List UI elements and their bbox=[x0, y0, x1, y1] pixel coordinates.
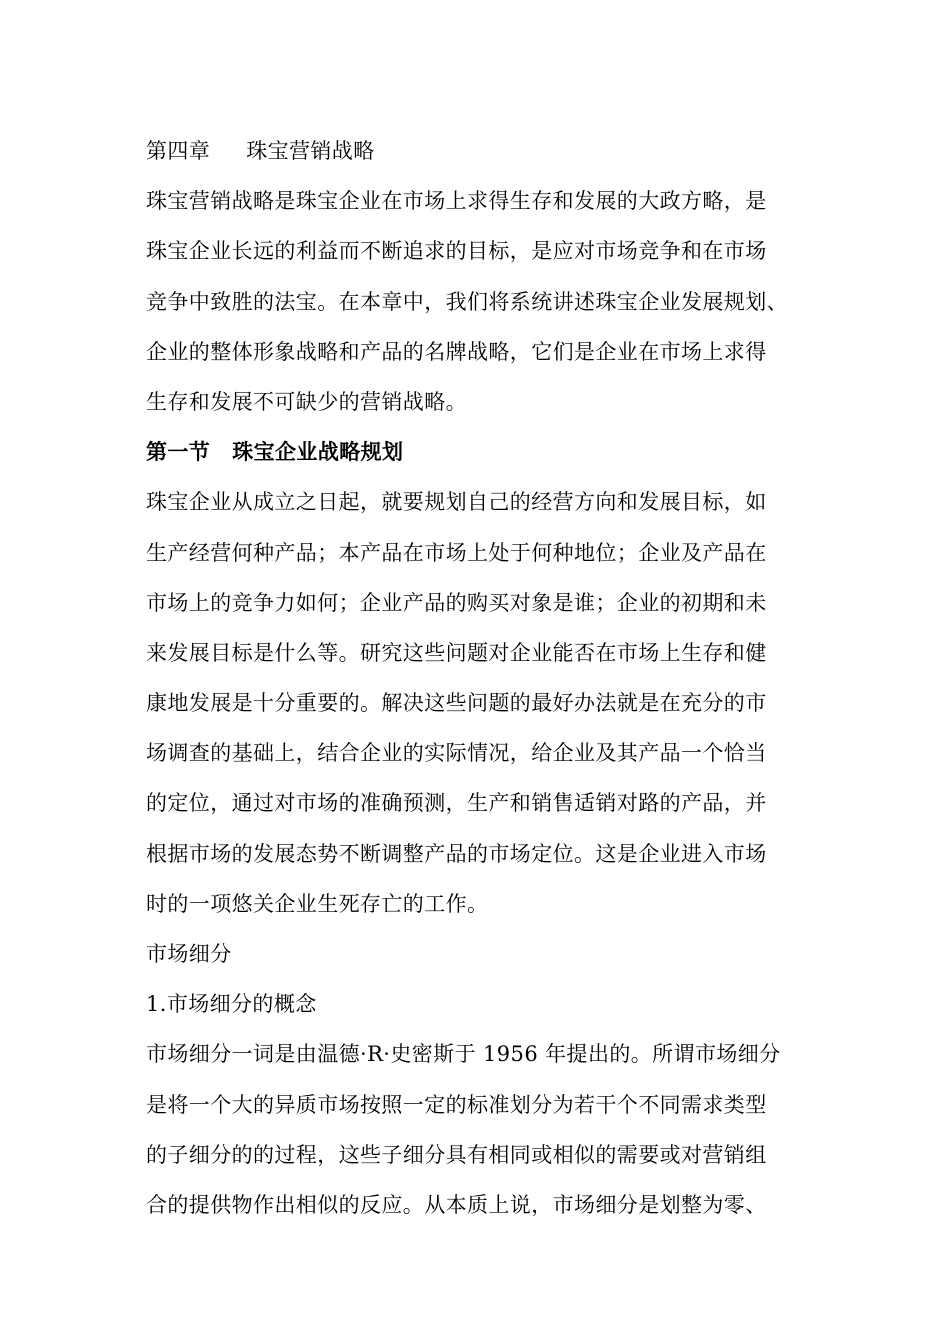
paragraph-line: 珠宝营销战略是珠宝企业在市场上求得生存和发展的大政方略，是 bbox=[146, 189, 767, 214]
paragraph-line: 的定位，通过对市场的准确预测，生产和销售适销对路的产品，并 bbox=[146, 791, 767, 816]
concept-paragraph bbox=[146, 1029, 816, 1230]
paragraph-line: 市场上的竞争力如何；企业产品的购买对象是谁；企业的初期和未 bbox=[146, 590, 767, 615]
paragraph-line: 生产经营何种产品；本产品在市场上处于何种地位；企业及产品在 bbox=[146, 540, 767, 565]
paragraph-line: 珠宝企业长远的利益而不断追求的目标，是应对市场竞争和在市场 bbox=[146, 239, 767, 264]
paragraph-line: 生存和发展不可缺少的营销战略。 bbox=[146, 389, 467, 414]
paragraph-line: 是将一个大的异质市场按照一定的标准划分为若干个不同需求类型 bbox=[146, 1092, 767, 1117]
subsubheading: 1.市场细分的概念 bbox=[146, 992, 317, 1017]
paragraph-line: 的子细分的的过程，这些子细分具有相同或相似的需要或对营销组 bbox=[146, 1142, 767, 1167]
paragraph-line: 合的提供物作出相似的反应。从本质上说，市场细分是划整为零、 bbox=[146, 1192, 767, 1217]
subheading: 市场细分 bbox=[146, 942, 232, 966]
paragraph-line: 来发展目标是什么等。研究这些问题对企业能否在市场上生存和健 bbox=[146, 640, 767, 665]
paragraph-line: 场调查的基础上，结合企业的实际情况，给企业及其产品一个恰当 bbox=[146, 741, 767, 766]
section-number: 第一节 bbox=[146, 439, 211, 465]
paragraph-line: 市场细分一词是由温德·R·史密斯于 1956 年提出的。所谓市场细分 bbox=[146, 1042, 781, 1067]
chapter-heading bbox=[146, 126, 816, 176]
section-paragraph bbox=[146, 477, 816, 929]
intro-paragraph bbox=[146, 176, 816, 427]
chapter-number: 第四章 bbox=[146, 139, 211, 163]
section-title: 珠宝企业战略规划 bbox=[232, 439, 404, 465]
paragraph-line: 企业的整体形象战略和产品的名牌战略，它们是企业在市场上求得 bbox=[146, 339, 767, 364]
paragraph-line: 时的一项悠关企业生死存亡的工作。 bbox=[146, 891, 489, 916]
chapter-title: 珠宝营销战略 bbox=[246, 139, 375, 163]
paragraph-line: 根据市场的发展态势不断调整产品的市场定位。这是企业进入市场 bbox=[146, 841, 767, 866]
paragraph-line: 康地发展是十分重要的。解决这些问题的最好办法就是在充分的市 bbox=[146, 691, 767, 716]
paragraph-line: 珠宝企业从成立之日起，就要规划自己的经营方向和发展目标，如 bbox=[146, 490, 767, 515]
section-heading bbox=[146, 427, 816, 477]
paragraph-line: 竞争中致胜的法宝。在本章中，我们将系统讲述珠宝企业发展规划、 bbox=[146, 289, 788, 314]
document-body bbox=[146, 126, 816, 1230]
